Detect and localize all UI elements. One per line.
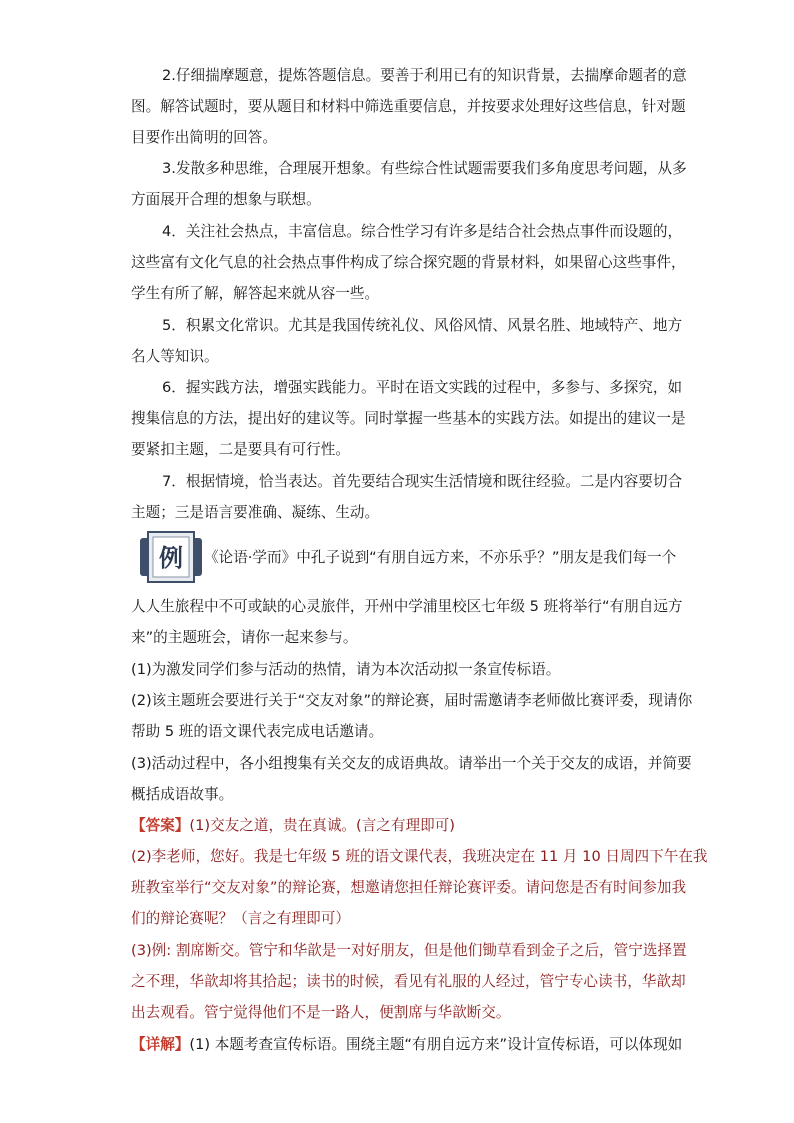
tip-4-line-1: 4．关注社会热点，丰富信息。综合性学习有许多是结合社会热点事件而设题的， xyxy=(162,223,683,240)
answer-1: (1)交友之道，贵在真诚。(言之有理即可) xyxy=(189,817,455,834)
answer-2-line-2: 班教室举行“交友对象”的辩论赛，想邀请您担任辩论赛评委。请问您是否有时间参加我 xyxy=(131,879,687,896)
answer-3-line-2: 之不理，华歆却将其拾起；读书的时候，看见有礼服的人经过，管宁专心读书，华歆却 xyxy=(131,973,686,990)
tip-3-line-2: 方面展开合理的想象与联想。 xyxy=(131,191,321,208)
answer-3-line-1: (3)例: 割席断交。管宁和华歆是一对好朋友，但是他们锄草看到金子之后，管宁选择置 xyxy=(131,942,687,959)
explain-line-1 xyxy=(131,1035,682,1055)
tip-2-line-3: 目要作出简明的回答。 xyxy=(131,129,277,146)
tip-5-line-1: 5．积累文化常识。尤其是我国传统礼仪、风俗风情、风景名胜、地域特产、地方 xyxy=(162,317,683,334)
example-stem-line-1: 《论语·学而》中孔子说到“有朋自远方来，不亦乐乎？”朋友是我们每一个 xyxy=(204,549,677,566)
tip-4-line-3: 学生有所了解，解答起来就从容一些。 xyxy=(131,285,380,302)
tip-6-line-3: 要紧扣主题，二是要具有可行性。 xyxy=(131,441,350,458)
tip-4-line-2: 这些富有文化气息的社会热点事件构成了综合探究题的背景材料，如果留心这些事件， xyxy=(131,254,686,271)
question-3-line-2: 概括成语故事。 xyxy=(131,786,234,803)
example-icon-label: 例 xyxy=(159,543,183,572)
tip-7-line-2: 主题；三是语言要准确、凝练、生动。 xyxy=(131,504,380,521)
question-2-line-1: (2)该主题班会要进行关于“交友对象”的辩论赛，届时需邀请李老师做比赛评委，现请你 xyxy=(131,692,693,709)
tip-7-line-1: 7．根据情境，恰当表达。首先要结合现实生活情境和既往经验。二是内容要切合 xyxy=(162,473,683,490)
tip-5-line-2: 名人等知识。 xyxy=(131,348,219,365)
tip-6-line-2: 搜集信息的方法，提出好的建议等。同时掌握一些基本的实践方法。如提出的建议一是 xyxy=(131,410,686,427)
explain-tag: 【详解】 xyxy=(131,1036,190,1053)
tip-6-line-1: 6．握实践方法，增强实践能力。平时在语文实践的过程中，多参与、多探究，如 xyxy=(162,379,683,396)
tip-3-line-1: 3.发散多种思维，合理展开想象。有些综合性试题需要我们多角度思考问题，从多 xyxy=(162,160,687,177)
answer-2-line-3: 们的辩论赛呢？（言之有理即可） xyxy=(131,910,350,927)
tip-2-line-1: 2.仔细揣摩题意，提炼答题信息。要善于利用已有的知识背景，去揣摩命题者的意 xyxy=(162,67,687,84)
answer-3-line-3: 出去观看。管宁觉得他们不是一路人，便割席与华歆断交。 xyxy=(131,1004,511,1021)
question-1: (1)为激发同学们参与活动的热情，请为本次活动拟一条宣传标语。 xyxy=(131,661,561,678)
example-stem-line-3: 来”的主题班会，请你一起来参与。 xyxy=(131,629,358,646)
answer-tag: 【答案】 xyxy=(131,817,190,834)
answer-line-1 xyxy=(131,816,455,836)
question-3-line-1: (3)活动过程中，各小组搜集有关交友的成语典故。请举出一个关于交友的成语，并简要 xyxy=(131,755,692,772)
question-2-line-2: 帮助 5 班的语文课代表完成电话邀请。 xyxy=(131,723,384,740)
answer-2-line-1: (2)李老师，您好。我是七年级 5 班的语文课代表，我班决定在 11 月 10 日周四下午在我 xyxy=(131,848,708,865)
example-icon xyxy=(140,530,202,584)
tip-2-line-2: 图。解答试题时，要从题目和材料中筛选重要信息，并按要求处理好这些信息，针对题 xyxy=(131,98,686,115)
explain-text: (1) 本题考查宣传标语。围绕主题“有朋自远方来”设计宣传标语，可以体现如 xyxy=(189,1036,683,1053)
example-stem-line-2: 人人生旅程中不可或缺的心灵旅伴，开州中学浦里校区七年级 5 班将举行“有朋自远方 xyxy=(131,598,683,615)
